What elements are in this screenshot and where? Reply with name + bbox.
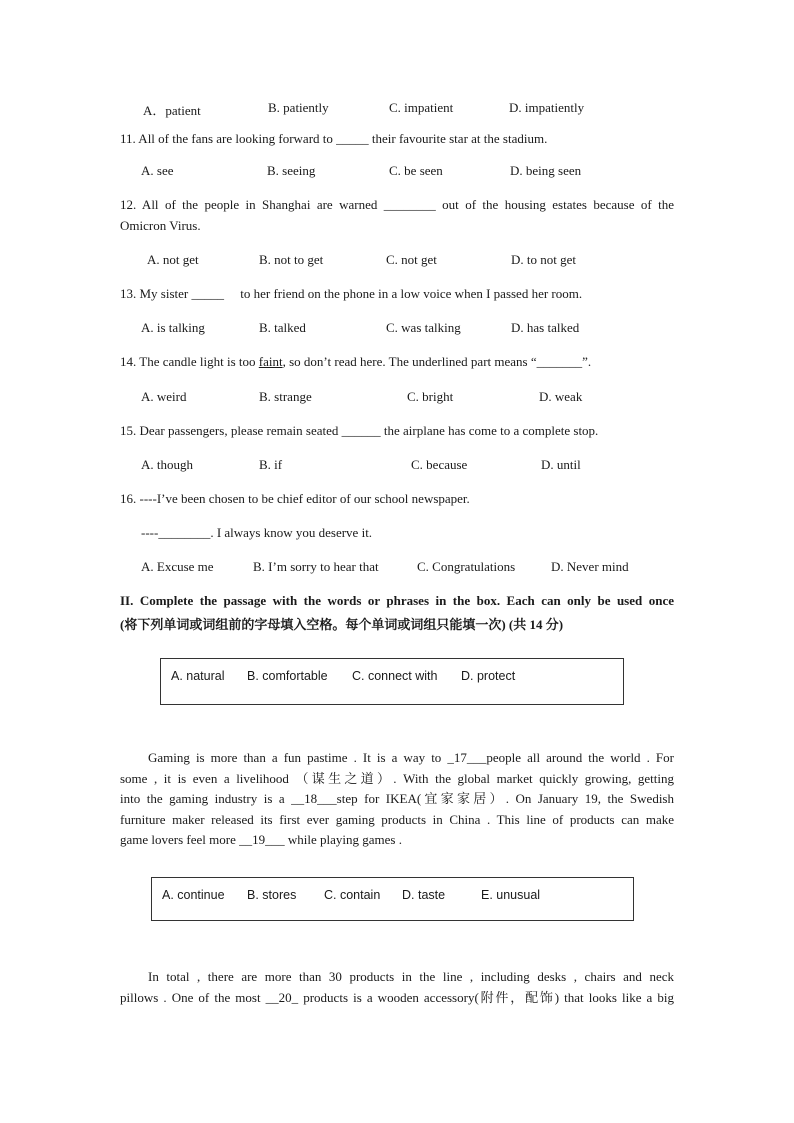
passage1-line1: Gaming is more than a fun pastime . It is a way to _17___people all around the world . For: [148, 750, 674, 765]
passage1-line4: furniture maker released its first ever gaming products in China . This line of products can make: [120, 811, 674, 827]
word-box-1: [160, 658, 624, 705]
box2-option-c: C. contain: [324, 888, 381, 902]
box2-option-b: B. stores: [247, 888, 297, 902]
q10-option-b: B. patiently: [268, 100, 329, 115]
passage1-line3: into the gaming industry is a __18___step for IKEA(宜家家居）. On January 19, the Swedish: [120, 791, 674, 807]
passage2-line2: pillows . One of the most __20_ products is a wooden accessory(附件，配饰) that looks like a big: [120, 989, 674, 1005]
passage1-line5: game lovers feel more __19___ while playing games .: [120, 832, 402, 848]
q13-stem: 13. My sister _____ to her friend on the phone in a low voice when I passed her room.: [120, 286, 583, 301]
q11-option-c: C. be seen: [389, 163, 443, 178]
passage-1: [120, 748, 674, 851]
section2-title-line2: (将下列单词或词组前的字母填入空格。每个单词或词组只能填一次) (共 14 分): [120, 617, 564, 632]
q14-option-d: D. weak: [539, 389, 583, 404]
word-box-2: [151, 877, 634, 921]
q13-option-d: D. has talked: [511, 320, 580, 335]
q10-option-d: D. impatiently: [509, 100, 585, 115]
q14-stem-before: 14. The candle light is too: [120, 354, 259, 369]
passage-2: [120, 967, 674, 1008]
q12-stem-line2: Omicron Virus.: [120, 218, 201, 233]
q15-option-d: D. until: [541, 457, 581, 472]
q16-stem: 16. ----I’ve been chosen to be chief editor of our school newspaper.: [120, 491, 470, 506]
q15-option-a: A. though: [141, 457, 193, 472]
q14-option-a: A. weird: [141, 389, 187, 404]
q15-option-c: C. because: [411, 457, 468, 472]
q16-reply: ----________. I always know you deserve it.: [141, 525, 373, 540]
q11-stem: 11. All of the fans are looking forward to _____ their favourite star at the stadium.: [120, 131, 548, 146]
q11-option-a: A. see: [141, 163, 174, 178]
q16-option-d: D. Never mind: [551, 559, 629, 574]
box1-option-b: B. comfortable: [247, 669, 328, 683]
passage1-line2: some , it is even a livelihood （谋生之道）. With the global market quickly growing, getting: [120, 770, 674, 786]
box1-option-a: A. natural: [171, 669, 225, 683]
q13-option-c: C. was talking: [386, 320, 461, 335]
box2-option-d: D. taste: [402, 888, 446, 902]
box1-option-d: D. protect: [461, 669, 516, 683]
q12-option-d: D. to not get: [511, 252, 576, 267]
q12-stem-line1: 12. All of the people in Shanghai are warned ________ out of the housing estates because of the: [120, 197, 674, 212]
q16-option-a: A. Excuse me: [141, 559, 214, 574]
q12-option-b: B. not to get: [259, 252, 324, 267]
q14-stem: [120, 354, 591, 370]
q13-option-b: B. talked: [259, 320, 306, 335]
q12-option-c: C. not get: [386, 252, 437, 267]
q15-option-b: B. if: [259, 457, 283, 472]
q13-option-a: A. is talking: [141, 320, 205, 335]
box2-option-e: E. unusual: [481, 888, 541, 902]
q14-option-c: C. bright: [407, 389, 454, 404]
box2-option-a: A. continue: [162, 888, 225, 902]
box1-option-c: C. connect with: [352, 669, 438, 683]
section2-title-line1: II. Complete the passage with the words or phrases in the box. Each can only be used once: [120, 593, 674, 608]
q12-option-a: A. not get: [147, 252, 199, 267]
q14-stem-after: , so don’t read here. The underlined part means “_______”.: [282, 354, 592, 369]
q14-option-b: B. strange: [259, 389, 312, 404]
q16-option-b: B. I’m sorry to hear that: [253, 559, 379, 574]
q15-stem: 15. Dear passengers, please remain seated ______ the airplane has come to a complete stop.: [120, 423, 599, 438]
passage2-line1: In total , there are more than 30 products in the line , including desks , chairs and neck: [148, 969, 674, 984]
q11-option-b: B. seeing: [267, 163, 316, 178]
q14-stem-underlined: faint: [258, 354, 283, 369]
q10-option-c: C. impatient: [389, 100, 454, 115]
q16-option-c: C. Congratulations: [417, 559, 516, 574]
q11-option-d: D. being seen: [510, 163, 582, 178]
q10-option-a: A．patient: [143, 103, 201, 118]
